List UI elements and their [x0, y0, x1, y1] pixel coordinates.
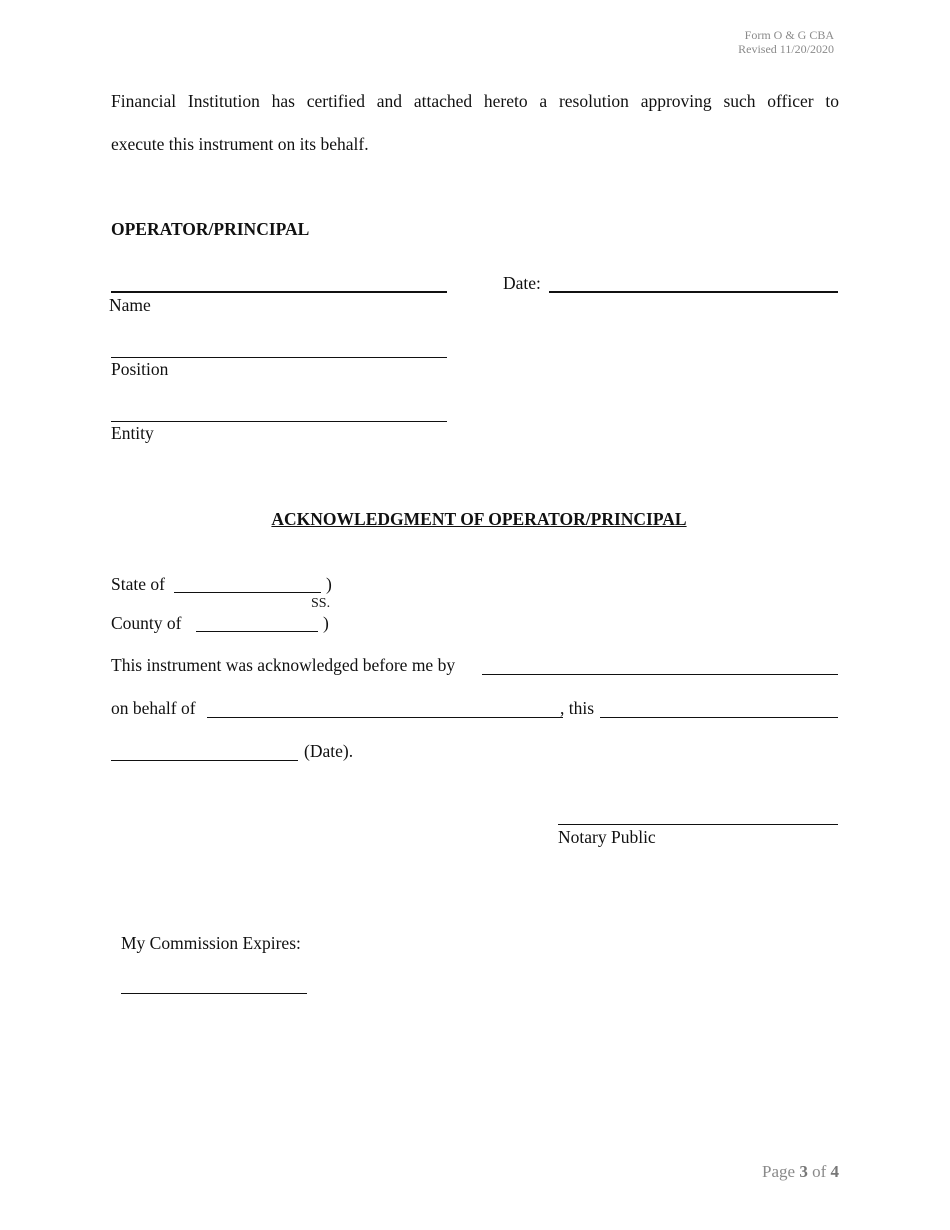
intro-line-1: Financial Institution has certified and attached hereto a resolution approving such officer to: [111, 91, 839, 111]
county-label: County of: [111, 613, 182, 633]
form-id: Form O & G CBA: [744, 28, 834, 42]
entity-label: Entity: [111, 423, 154, 443]
this-day-line[interactable]: [600, 717, 838, 718]
position-line[interactable]: [111, 357, 447, 358]
commission-expires-line[interactable]: [121, 993, 307, 994]
date-fill-line[interactable]: [111, 760, 298, 761]
date-line[interactable]: [549, 291, 838, 293]
ss-label: SS.: [311, 596, 331, 611]
name-signature-line[interactable]: [111, 291, 447, 293]
date-suffix: (Date).: [304, 741, 354, 761]
position-label: Position: [111, 359, 169, 379]
acknowledged-by-line[interactable]: [482, 674, 838, 675]
of-word: of: [812, 1162, 827, 1181]
state-paren: ): [326, 574, 332, 594]
page-word: Page: [762, 1162, 796, 1181]
page-current: 3: [799, 1162, 808, 1181]
operator-heading: OPERATOR/PRINCIPAL: [111, 219, 310, 239]
notary-public-label: Notary Public: [558, 827, 656, 847]
revision-date: Revised 11/20/2020: [738, 42, 834, 56]
county-paren: ): [323, 613, 329, 633]
intro-line-2: execute this instrument on its behalf.: [111, 134, 369, 154]
name-label: Name: [109, 295, 151, 315]
state-label: State of: [111, 574, 165, 594]
acknowledgment-heading: ACKNOWLEDGMENT OF OPERATOR/PRINCIPAL: [271, 509, 687, 529]
county-line[interactable]: [196, 631, 318, 632]
on-behalf-label: on behalf of: [111, 698, 196, 718]
state-line[interactable]: [174, 592, 321, 593]
on-behalf-line[interactable]: [207, 717, 563, 718]
this-label: , this: [560, 698, 595, 718]
date-label: Date:: [503, 273, 541, 293]
page-total: 4: [830, 1162, 839, 1181]
acknowledged-by-text: This instrument was acknowledged before me by: [111, 655, 456, 675]
notary-signature-line[interactable]: [558, 824, 838, 825]
commission-expires-label: My Commission Expires:: [121, 933, 301, 953]
entity-line[interactable]: [111, 421, 447, 422]
page-number: [762, 1162, 839, 1182]
